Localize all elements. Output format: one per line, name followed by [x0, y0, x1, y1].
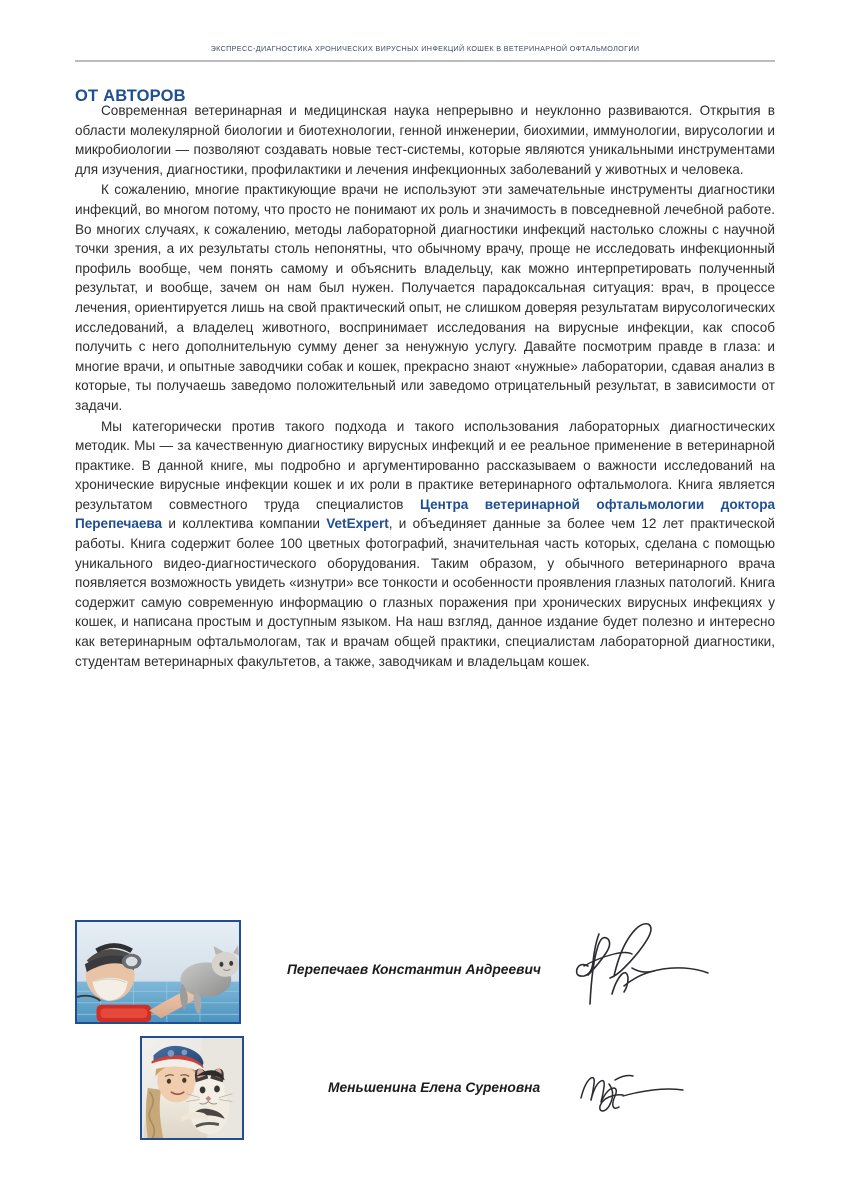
author-photo-frame: [140, 1036, 244, 1140]
paragraph-3: [75, 417, 775, 672]
author-name: Перепечаев Константин Андреевич: [287, 962, 541, 977]
running-header: ЭКСПРЕСС-ДИАГНОСТИКА ХРОНИЧЕСКИХ ВИРУСНЫХ ИНФЕКЦИЙ КОШЕК В ВЕТЕРИНАРНОЙ ОФТАЛЬМОЛОГИИ: [210, 44, 640, 53]
header-divider-rule: [75, 60, 775, 62]
accent-company-name: VetExpert: [326, 516, 389, 532]
body-text-column: [75, 101, 775, 671]
paragraph-3-part-1: Мы категорически против такого подхода и такого использования лабораторных диагностических методик. Мы — за качественную диагностику вирусных инфекций и ее реальное применение в ветеринарной практике. В данной книге, мы подробно и аргументированно рассказываем о важности исследований на хронические вирусные инфекции кошек и их роли в практике ветеринарного офтальмолога. Книга является результатом совместного труда специалистов: [75, 418, 775, 512]
paragraph-3-part-2: и коллектива компании: [162, 516, 327, 532]
paragraph-2: К сожалению, многие практикующие врачи не используют эти замечательные инструменты диагностики инфекций, во многом потому, что просто не понимают их роль и значимость в повседневной лечебной работе. Во многих случаях, к сожалению, методы лабораторной диагностики инфекций настолько сложны с научной точки зрения, а их результаты столь непонятны, что обычному врачу, проще не исследовать инфекционный профиль вообще, чем понять самому и объяснить владельцу, как можно интерпретировать полученный результат, и вообще, зачем он нам был нужен. Получается парадоксальная ситуация: врач, в процессе лечения, ориентируется лишь на свой практический опыт, не слишком доверяя результатам вирусологических исследований, а владелец животного, воспринимает исследования на вирусные инфекции, как способ получить с него дополнительную сумму денег за ненужную услугу. Давайте посмотрим правде в глаза: и многие врачи, и опытные заводчики собак и кошек, прекрасно знают «нужные» лаборатории, сдавая анализ в которые, ты получаешь заведомо положительный или заведомо отрицательный результат, в зависимости от задачи.: [75, 182, 775, 413]
authors-signature-block: [75, 920, 775, 1144]
author-photo-frame: [75, 920, 241, 1024]
author-row: [75, 1036, 775, 1144]
author-row: [75, 920, 775, 1028]
paragraph-3-part-3: , и объединяет данные за более чем 12 лет практической работы. Книга содержит более 100 цветных фотографий, значительная часть которых, сделана с помощью уникального видео-диагностического оборудования. Таким образом, у обычного ветеринарного врача появляется возможность увидеть «изнутри» все тонкости и особенности проявления глазных патологий. Книга содержит самую современную информацию о глазных поражения при хронических вирусных инфекциях у кошек, и написана простым и доступным языком. На наш взгляд, данное издание будет полезно и интересно как ветеринарным офтальмологам, так и врачам общей практики, специалистам лабораторной диагностики, студентам ветеринарных факультетов, а также, заводчикам и владельцам кошек.: [75, 516, 775, 669]
woman-holding-cat-photo: [142, 1038, 242, 1138]
paragraph-1: Современная ветеринарная и медицинская наука непрерывно и неуклонно развиваются. Открытия в области молекулярной биологии и биотехнологии, генной инженерии, биохимии, иммунологии, вирусологии и микробиологии — позволяют создавать новые тест-системы, которые являются уникальными инструментами для изучения, диагностики, профилактики и лечения инфекционных заболеваний у животных и человека.: [75, 103, 775, 177]
signature-perepechaev: [570, 920, 710, 1015]
veterinarian-examining-cat-photo: [77, 922, 239, 1022]
author-name: Меньшенина Елена Суреновна: [328, 1080, 541, 1095]
signature-menshenina: [575, 1058, 695, 1118]
page-title: ОТ АВТОРОВ: [75, 87, 186, 106]
accent-center-name: Центра ветеринарной офтальмологии доктора Перепечаева: [75, 496, 776, 532]
